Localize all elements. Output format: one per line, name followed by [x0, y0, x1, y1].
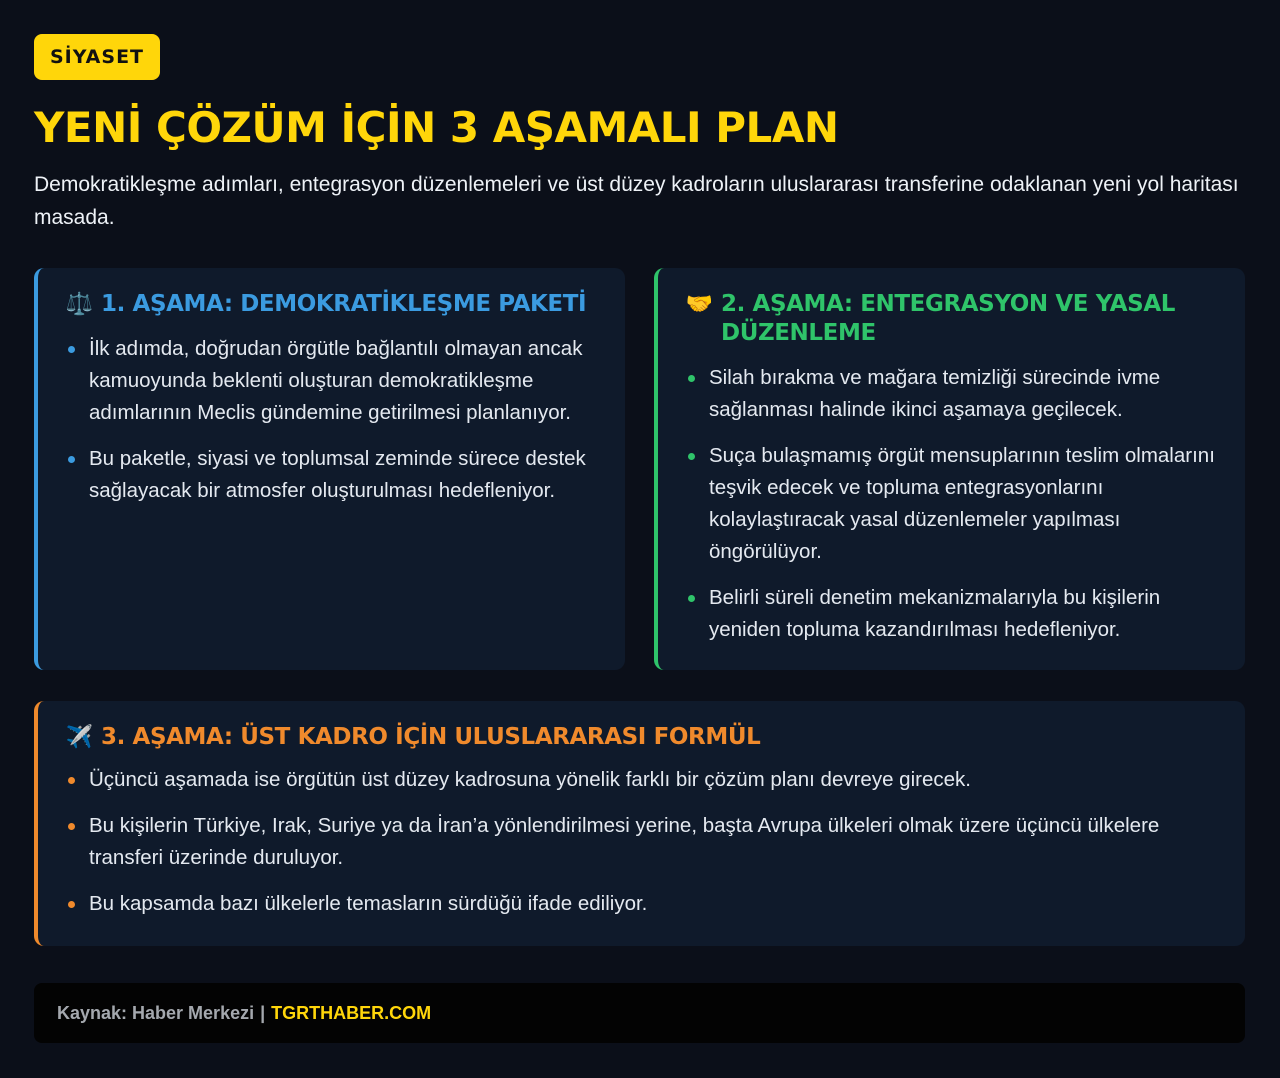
list-item: Üçüncü aşamada ise örgütün üst düzey kadrosuna yönelik farklı bir çözüm planı devreye girecek. [65, 764, 1217, 796]
list-item: Silah bırakma ve mağara temizliği sürecinde ivme sağlanması halinde ikinci aşamaya geçilecek. [685, 362, 1217, 426]
stage-1-list [65, 333, 597, 507]
list-item: Bu kapsamda bazı ülkelerle temasların sürdüğü ifade ediliyor. [65, 888, 1217, 920]
stage-3-card [34, 701, 1245, 946]
handshake-icon: 🤝 [685, 292, 713, 317]
stage-1-card [34, 268, 625, 670]
list-item: Bu paketle, siyasi ve toplumsal zeminde sürece destek sağlayacak bir atmosfer oluşturulması hedefleniyor. [65, 443, 597, 507]
stage-3-title-text: 3. AŞAMA: ÜST KADRO İÇİN ULUSLARARASI FORMÜL [101, 724, 761, 750]
source-label: Kaynak: Haber Merkezi [57, 1002, 255, 1023]
footer-separator: | [260, 1002, 266, 1023]
list-item: Suça bulaşmamış örgüt mensuplarının teslim olmalarını teşvik edecek ve topluma entegrasyonlarını kolaylaştıracak yasal düzenlemeler yapılması öngörülüyor. [685, 440, 1217, 568]
list-item: İlk adımda, doğrudan örgütle bağlantılı olmayan ancak kamuoyunda beklenti oluşturan demokratikleşme adımlarının Meclis gündemine getirilmesi planlanıyor. [65, 333, 597, 429]
stage-3-title [65, 723, 1217, 752]
stage-2-card [654, 268, 1245, 670]
stage-2-title [685, 290, 1217, 348]
source-footer [34, 983, 1245, 1043]
stage-3-list [65, 764, 1217, 920]
list-item: Bu kişilerin Türkiye, Irak, Suriye ya da İran’a yönlendirilmesi yerine, başta Avrupa ülkeleri olmak üzere üçüncü ülkelere transferi üzerinde duruluyor. [65, 810, 1217, 874]
subheadline: Demokratikleşme adımları, entegrasyon düzenlemeleri ve üst düzey kadroların uluslararası transferine odaklanan yeni yol haritası masada. [34, 173, 1239, 229]
brand-link[interactable]: TGRTHABER.COM [271, 1002, 432, 1023]
category-badge: SİYASET [34, 34, 160, 80]
stage-2-title-text: 2. AŞAMA: ENTEGRASYON VE YASAL DÜZENLEME [721, 291, 1175, 346]
headline: YENİ ÇÖZÜM İÇİN 3 AŞAMALI PLAN [34, 103, 839, 152]
balance-scale-icon: ⚖️ [65, 292, 93, 317]
airplane-icon: ✈️ [65, 725, 93, 750]
stage-1-title [65, 290, 597, 319]
stage-1-title-text: 1. AŞAMA: DEMOKRATİKLEŞME PAKETİ [101, 291, 587, 317]
stage-2-list [685, 362, 1217, 646]
list-item: Belirli süreli denetim mekanizmalarıyla bu kişilerin yeniden topluma kazandırılması hedefleniyor. [685, 582, 1217, 646]
